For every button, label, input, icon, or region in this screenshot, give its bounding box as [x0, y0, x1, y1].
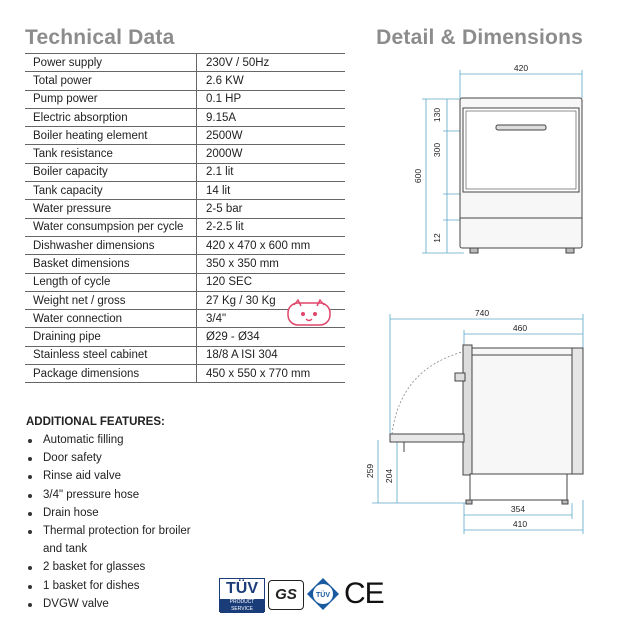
spec-label: Boiler heating element — [25, 127, 197, 145]
feature-item: 3/4" pressure hose — [26, 486, 213, 504]
spec-value: 2-2.5 lit — [197, 218, 346, 236]
spec-label: Tank resistance — [25, 145, 197, 163]
feature-item: Drain hose — [26, 504, 213, 522]
tuv-product-service-logo: TÜV PRODUCT SERVICE — [219, 578, 265, 612]
technical-data-heading: Technical Data — [25, 26, 175, 49]
spec-label: Draining pipe — [25, 328, 197, 346]
side-height-door-label: 204 — [384, 468, 394, 484]
spec-label: Tank capacity — [25, 182, 197, 200]
spec-value: 9.15A — [197, 108, 346, 126]
spec-label: Length of cycle — [25, 273, 197, 291]
feature-item: Thermal protection for broiler and tank — [26, 522, 213, 558]
spec-value: 420 x 470 x 600 mm — [197, 236, 346, 254]
spec-label: Power supply — [25, 54, 197, 72]
side-depth-label: 460 — [512, 323, 528, 333]
spec-value: 2000W — [197, 145, 346, 163]
features-heading: ADDITIONAL FEATURES: — [26, 416, 165, 428]
spec-label: Water pressure — [25, 200, 197, 218]
ce-mark: CE — [344, 577, 384, 610]
side-base-inner-label: 354 — [510, 504, 526, 514]
spec-value: 120 SEC — [197, 273, 346, 291]
spec-value: 350 x 350 mm — [197, 255, 346, 273]
front-foot-label: 12 — [432, 233, 442, 243]
spec-label: Boiler capacity — [25, 163, 197, 181]
feature-item: 1 basket for dishes — [26, 577, 213, 595]
front-door-label: 300 — [432, 142, 442, 158]
feature-item: Automatic filling — [26, 431, 213, 449]
spec-label: Total power — [25, 72, 197, 90]
side-base-outer-label: 410 — [512, 519, 528, 529]
spec-value: 0.1 HP — [197, 90, 346, 108]
feature-item: 2 basket for glasses — [26, 558, 213, 576]
spec-label: Basket dimensions — [25, 255, 197, 273]
spec-value: Ø29 - Ø34 — [197, 328, 346, 346]
spec-value: 3/4" — [197, 310, 346, 328]
front-width-label: 420 — [513, 63, 529, 73]
spec-value: 2.1 lit — [197, 163, 346, 181]
side-height-total-label: 259 — [365, 463, 375, 479]
spec-value: 27 Kg / 30 Kg — [197, 291, 346, 309]
feature-item: Rinse aid valve — [26, 467, 213, 485]
front-height-label: 600 — [413, 168, 423, 184]
spec-label: Electric absorption — [25, 108, 197, 126]
spec-label: Pump power — [25, 90, 197, 108]
tuv-round-logo — [306, 577, 340, 611]
front-top-label: 130 — [432, 107, 442, 123]
spec-label: Weight net / gross — [25, 291, 197, 309]
feature-item: Door safety — [26, 449, 213, 467]
side-depth-open-label: 740 — [474, 308, 490, 318]
spec-value: 14 lit — [197, 182, 346, 200]
spec-value: 2.6 KW — [197, 72, 346, 90]
spec-value: 2-5 bar — [197, 200, 346, 218]
svg-text:TÜV: TÜV — [316, 592, 330, 599]
spec-value: 450 x 550 x 770 mm — [197, 365, 346, 383]
detail-dimensions-heading: Detail & Dimensions — [376, 26, 583, 49]
spec-label: Package dimensions — [25, 365, 197, 383]
spec-label: Water consumpsion per cycle — [25, 218, 197, 236]
spec-value: 2500W — [197, 127, 346, 145]
gs-logo: GS — [268, 580, 304, 610]
spec-label: Stainless steel cabinet — [25, 346, 197, 364]
feature-item: DVGW valve — [26, 595, 213, 613]
spec-label: Dishwasher dimensions — [25, 236, 197, 254]
spec-value: 230V / 50Hz — [197, 54, 346, 72]
spec-label: Water connection — [25, 310, 197, 328]
spec-value: 18/8 A ISI 304 — [197, 346, 346, 364]
